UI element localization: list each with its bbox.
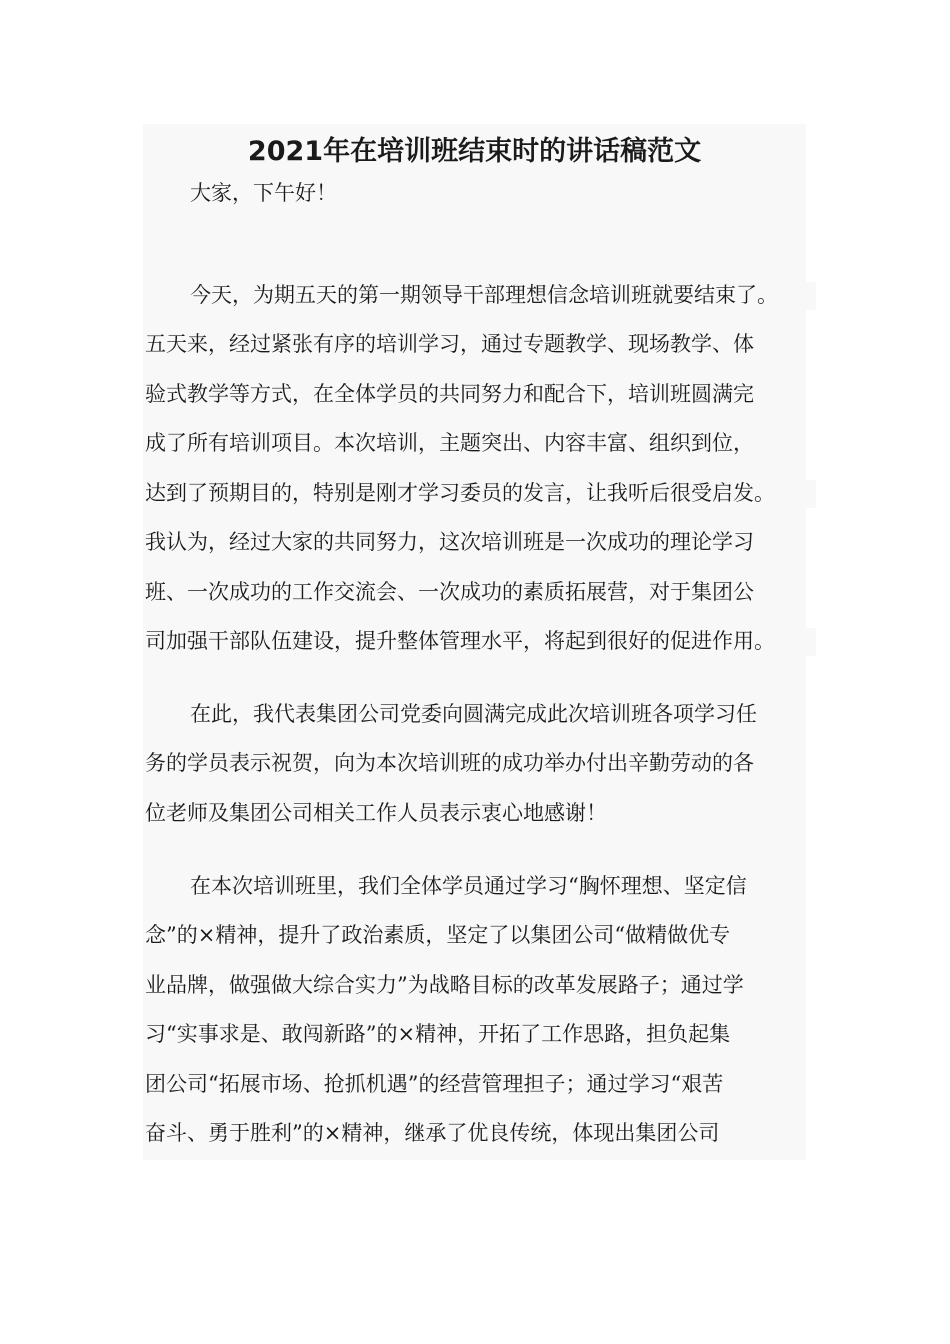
paragraph-line: 我认为，经过大家的共同努力，这次培训班是一次成功的理论学习 — [145, 530, 754, 554]
paragraph-line: 在此，我代表集团公司党委向圆满完成此次培训班各项学习任 — [190, 702, 757, 726]
paragraph-line: 位老师及集团公司相关工作人员表示衷心地感谢！ — [145, 801, 607, 825]
paragraph-line: 在本次培训班里，我们全体学员通过学习“胸怀理想、坚定信 — [190, 874, 747, 898]
paragraph-line: 奋斗、勇于胜利”的×精神，继承了优良传统，体现出集团公司 — [145, 1121, 720, 1145]
paragraph-line: 五天来，经过紧张有序的培训学习，通过专题教学、现场教学、体 — [145, 332, 754, 356]
line-overflow-shade — [806, 628, 816, 656]
document-title: 2021年在培训班结束时的讲话稿范文 — [247, 136, 702, 167]
paragraph-line: 司加强干部队伍建设，提升整体管理水平，将起到很好的促进作用。 — [145, 629, 775, 653]
paragraph-line: 习“实事求是、敢闯新路”的×精神，开拓了工作思路，担负起集 — [145, 1022, 731, 1046]
paragraph-line: 达到了预期目的，特别是刚才学习委员的发言，让我听后很受启发。 — [145, 481, 775, 505]
paragraph-line: 团公司“拓展市场、抢抓机遇”的经营管理担子；通过学习“艰苦 — [145, 1072, 724, 1096]
paragraph-line: 班、一次成功的工作交流会、一次成功的素质拓展营，对于集团公 — [145, 580, 754, 604]
greeting-line: 大家，下午好！ — [190, 181, 337, 205]
paragraph-line: 今天，为期五天的第一期领导干部理想信念培训班就要结束了。 — [190, 283, 778, 307]
line-overflow-shade — [806, 282, 816, 310]
paragraph-line: 验式教学等方式，在全体学员的共同努力和配合下，培训班圆满完 — [145, 382, 754, 406]
paragraph-line: 成了所有培训项目。本次培训，主题突出、内容丰富、组织到位， — [145, 431, 754, 455]
paragraph-line: 业品牌，做强做大综合实力”为战略目标的改革发展路子；通过学 — [145, 973, 744, 997]
paragraph-line: 念”的×精神，提升了政治素质，坚定了以集团公司“做精做优专 — [145, 923, 731, 947]
paragraph-line: 务的学员表示祝贺，向为本次培训班的成功举办付出辛勤劳动的各 — [145, 751, 754, 775]
line-overflow-shade — [806, 480, 816, 508]
